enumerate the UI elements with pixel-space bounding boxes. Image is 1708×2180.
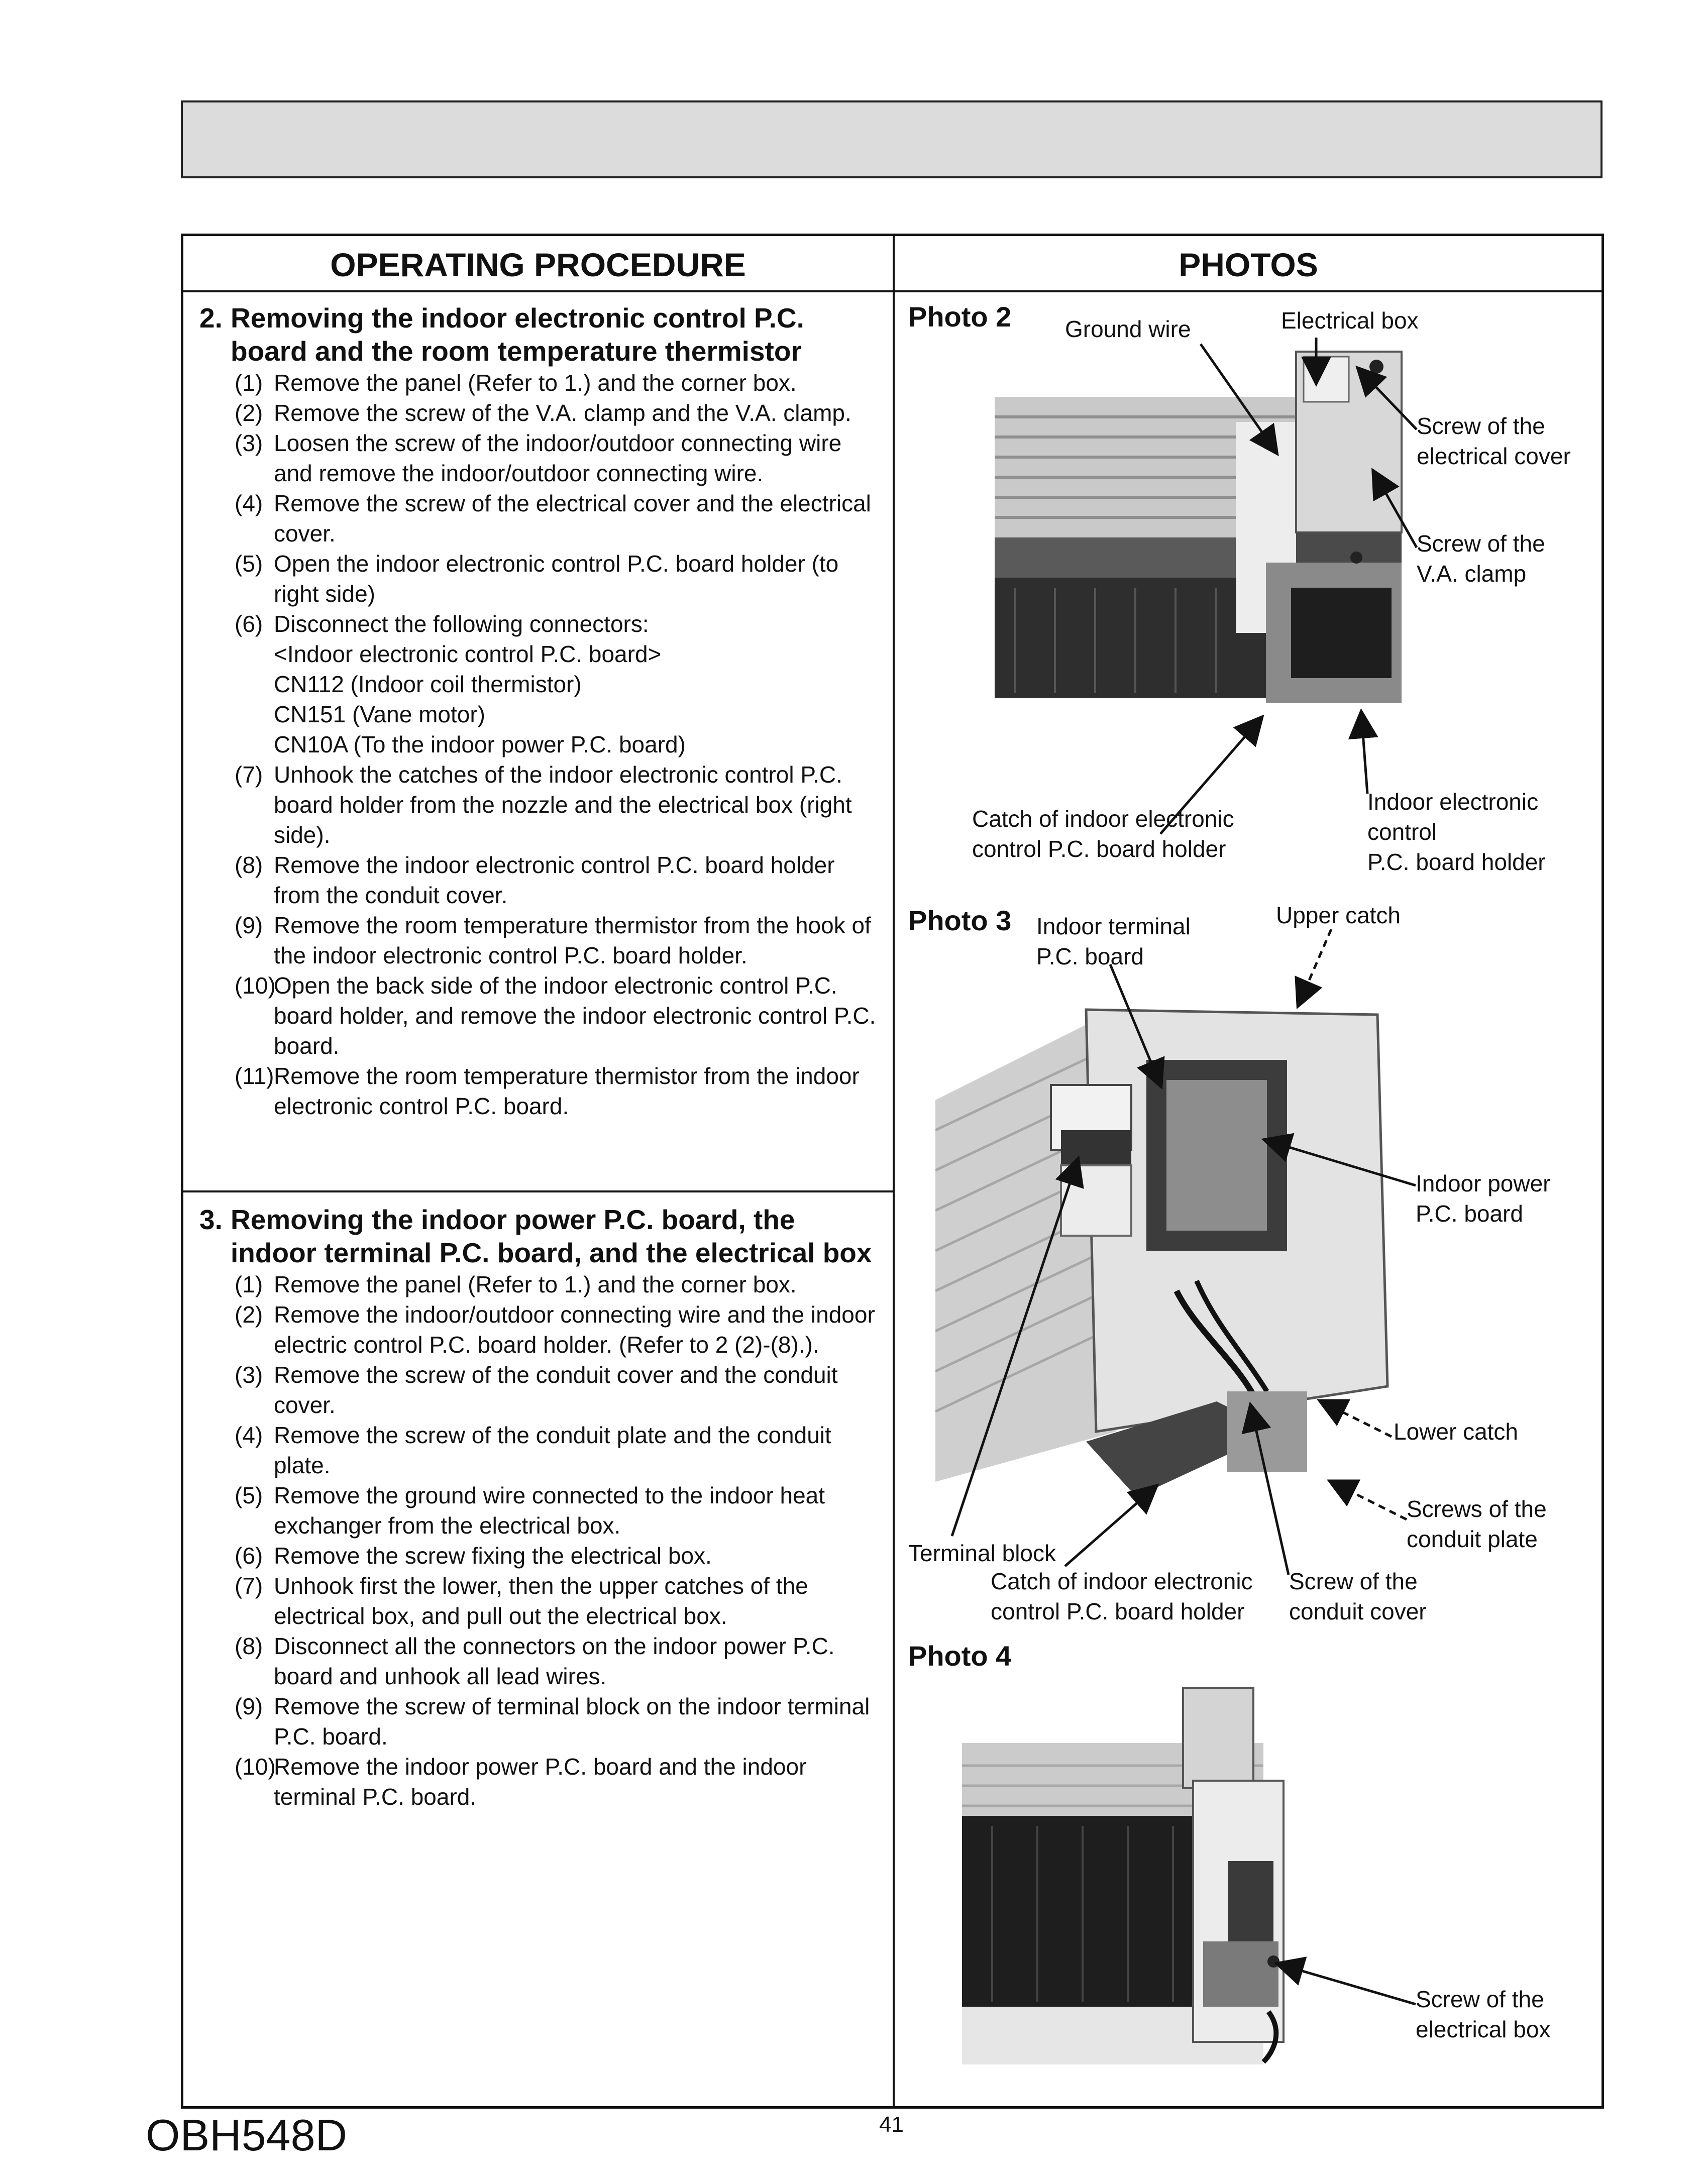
- leader-ground-wire: [1201, 344, 1276, 452]
- step-number: (9): [235, 912, 263, 938]
- photo-3-screw-conduit-cover-line-1: Screw of the: [1289, 1568, 1418, 1594]
- model-code: OBH548D: [146, 2110, 348, 2160]
- photo-4-label: Photo 4: [908, 1640, 1012, 1672]
- photo-3-label: Photo 3: [908, 905, 1012, 936]
- step-number: (10): [235, 1754, 276, 1780]
- photo-2-screw-va-clamp-line-1: Screw of the: [1417, 530, 1545, 557]
- step-number: (8): [235, 852, 263, 878]
- step-text: Loosen the screw of the indoor/outdoor connecting wire and remove the indoor/outdoor connecting wire.: [274, 430, 842, 486]
- step-number: (1): [235, 1271, 263, 1297]
- step-text: Remove the indoor electronic control P.C. board holder from the conduit cover.: [274, 852, 835, 908]
- section-3-number: 3.: [199, 1204, 223, 1235]
- step-number: (11): [235, 1063, 274, 1089]
- photo-3-catch-holder-line-2: control P.C. board holder: [991, 1598, 1245, 1624]
- photo-2-holder-line-2: control: [1367, 819, 1437, 845]
- leader-screw-electrical-cover: [1359, 369, 1417, 429]
- step-text: Remove the indoor/outdoor connecting wire and the indoor electric control P.C. board holder. (Refer to 2 (2)-(8).).: [274, 1301, 875, 1358]
- photo-2-label: Photo 2: [908, 301, 1012, 333]
- step-text: Disconnect the following connectors:: [274, 611, 649, 637]
- photo-3-upper-catch-label: Upper catch: [1276, 902, 1401, 928]
- step-text: Remove the screw of the electrical cover and the electrical cover.: [274, 490, 871, 547]
- step-text: Remove the indoor power P.C. board and the indoor terminal P.C. board.: [274, 1754, 807, 1810]
- step-subitem: CN151 (Vane motor): [274, 701, 485, 727]
- leader-terminal-block: [952, 1160, 1078, 1536]
- step-number: (1): [235, 370, 263, 396]
- leader-upper-catch: [1299, 929, 1331, 1005]
- photo-3-lower-catch-label: Lower catch: [1394, 1419, 1519, 1445]
- step-text: Remove the screw of the V.A. clamp and the V.A. clamp.: [274, 400, 851, 426]
- step-number: (4): [235, 1422, 263, 1448]
- photo-3-screw-conduit-cover-line-2: conduit cover: [1289, 1598, 1427, 1624]
- leader-terminal-board: [1110, 964, 1160, 1085]
- leader-indoor-power-board: [1266, 1140, 1416, 1185]
- step-text: Remove the panel (Refer to 1.) and the corner box.: [274, 370, 797, 396]
- step-text: Remove the screw of terminal block on the indoor terminal P.C. board.: [274, 1693, 870, 1750]
- step-number: (8): [235, 1633, 263, 1659]
- step-number: (3): [235, 1362, 263, 1388]
- leader-holder-2: [1361, 713, 1367, 794]
- step-number: (2): [235, 1301, 263, 1328]
- step-text: Remove the panel (Refer to 1.) and the corner box.: [274, 1271, 797, 1297]
- photos-header: PHOTOS: [1179, 246, 1318, 283]
- step-text: Remove the room temperature thermistor from the indoor electronic control P.C. board.: [274, 1063, 860, 1119]
- step-number: (5): [235, 1482, 263, 1508]
- step-text: Unhook the catches of the indoor electronic control P.C. board holder from the nozzle and the electrical box (right side).: [274, 761, 852, 848]
- photo-2-screw-electrical-cover-line-1: Screw of the: [1417, 413, 1545, 439]
- photo-2-screw-va-clamp-line-2: V.A. clamp: [1417, 561, 1527, 587]
- leader-screw-electrical-box: [1278, 1964, 1416, 2004]
- step-number: (9): [235, 1693, 263, 1719]
- step-text: Remove the room temperature thermistor from the hook of the indoor electronic control P.C. board holder.: [274, 912, 871, 968]
- photo-3-indoor-power-board-line-1: Indoor power: [1416, 1170, 1551, 1196]
- step-number: (6): [235, 1543, 263, 1569]
- step-text: Remove the screw of the conduit cover and the conduit cover.: [274, 1362, 838, 1418]
- photo-4-screw-electrical-box-line-2: electrical box: [1416, 2016, 1551, 2042]
- step-number: (2): [235, 400, 263, 426]
- photo-3-screws-conduit-plate-line-1: Screws of the: [1407, 1496, 1547, 1522]
- step-text: Disconnect all the connectors on the indoor power P.C. board and unhook all lead wires.: [274, 1633, 835, 1689]
- leader-catch-holder-3: [1065, 1487, 1155, 1566]
- leader-catch-holder-2: [1160, 718, 1261, 834]
- photo-3-catch-holder-line-1: Catch of indoor electronic: [991, 1568, 1253, 1594]
- leader-screw-conduit-cover: [1251, 1406, 1289, 1575]
- photo-2-holder-line-1: Indoor electronic: [1367, 789, 1539, 815]
- operating-procedure-header: OPERATING PROCEDURE: [330, 246, 746, 283]
- section-2-number: 2.: [199, 302, 223, 334]
- step-number: (7): [235, 1573, 263, 1599]
- photo-3-terminal-board-line-1: Indoor terminal: [1036, 913, 1191, 939]
- step-number: (7): [235, 761, 263, 788]
- photo-2-holder-line-3: P.C. board holder: [1367, 849, 1546, 875]
- step-text: Remove the screw of the conduit plate and the conduit plate.: [274, 1422, 831, 1478]
- step-number: (4): [235, 490, 263, 516]
- photo-2-catch-holder-line-1: Catch of indoor electronic: [972, 806, 1234, 832]
- photo-2-ground-wire-label: Ground wire: [1065, 316, 1191, 342]
- leader-screw-va-clamp: [1374, 472, 1417, 548]
- photo-3-indoor-power-board-line-2: P.C. board: [1416, 1201, 1523, 1227]
- leader-lower-catch: [1321, 1401, 1392, 1437]
- step-subitem: CN112 (Indoor coil thermistor): [274, 671, 582, 697]
- photo-2-screw-electrical-cover-line-2: electrical cover: [1417, 443, 1571, 469]
- step-text: Unhook first the lower, then the upper catches of the electrical box, and pull out the electrical box.: [274, 1573, 808, 1629]
- step-number: (10): [235, 972, 276, 999]
- step-text: Remove the ground wire connected to the indoor heat exchanger from the electrical box.: [274, 1482, 825, 1539]
- photo-2-catch-holder-line-2: control P.C. board holder: [972, 836, 1226, 862]
- photo-2-electrical-box-label: Electrical box: [1281, 307, 1419, 334]
- step-number: (6): [235, 611, 263, 637]
- photo-3-terminal-block-label: Terminal block: [908, 1540, 1056, 1566]
- photo-4-screw-electrical-box-line-1: Screw of the: [1416, 1986, 1544, 2012]
- step-subitem: <Indoor electronic control P.C. board>: [274, 641, 662, 667]
- step-subitem: CN10A (To the indoor power P.C. board): [274, 731, 686, 757]
- section-2-heading: Removing the indoor electronic control P.C. board and the room temperature thermistor: [231, 302, 804, 367]
- photo-3-terminal-board-line-2: P.C. board: [1036, 943, 1144, 969]
- photo-3-screws-conduit-plate-line-2: conduit plate: [1407, 1526, 1538, 1552]
- step-text: Open the indoor electronic control P.C. board holder (to right side): [274, 551, 839, 607]
- step-text: Remove the screw fixing the electrical box.: [274, 1543, 712, 1569]
- leader-screws-conduit-plate: [1331, 1482, 1407, 1519]
- step-number: (3): [235, 430, 263, 456]
- step-text: Open the back side of the indoor electronic control P.C. board holder, and remove the indoor electronic control P.C. board.: [274, 972, 876, 1059]
- section-3-heading: Removing the indoor power P.C. board, the indoor terminal P.C. board, and the electrical box: [231, 1204, 872, 1268]
- step-number: (5): [235, 551, 263, 577]
- page-number: 41: [879, 2112, 904, 2137]
